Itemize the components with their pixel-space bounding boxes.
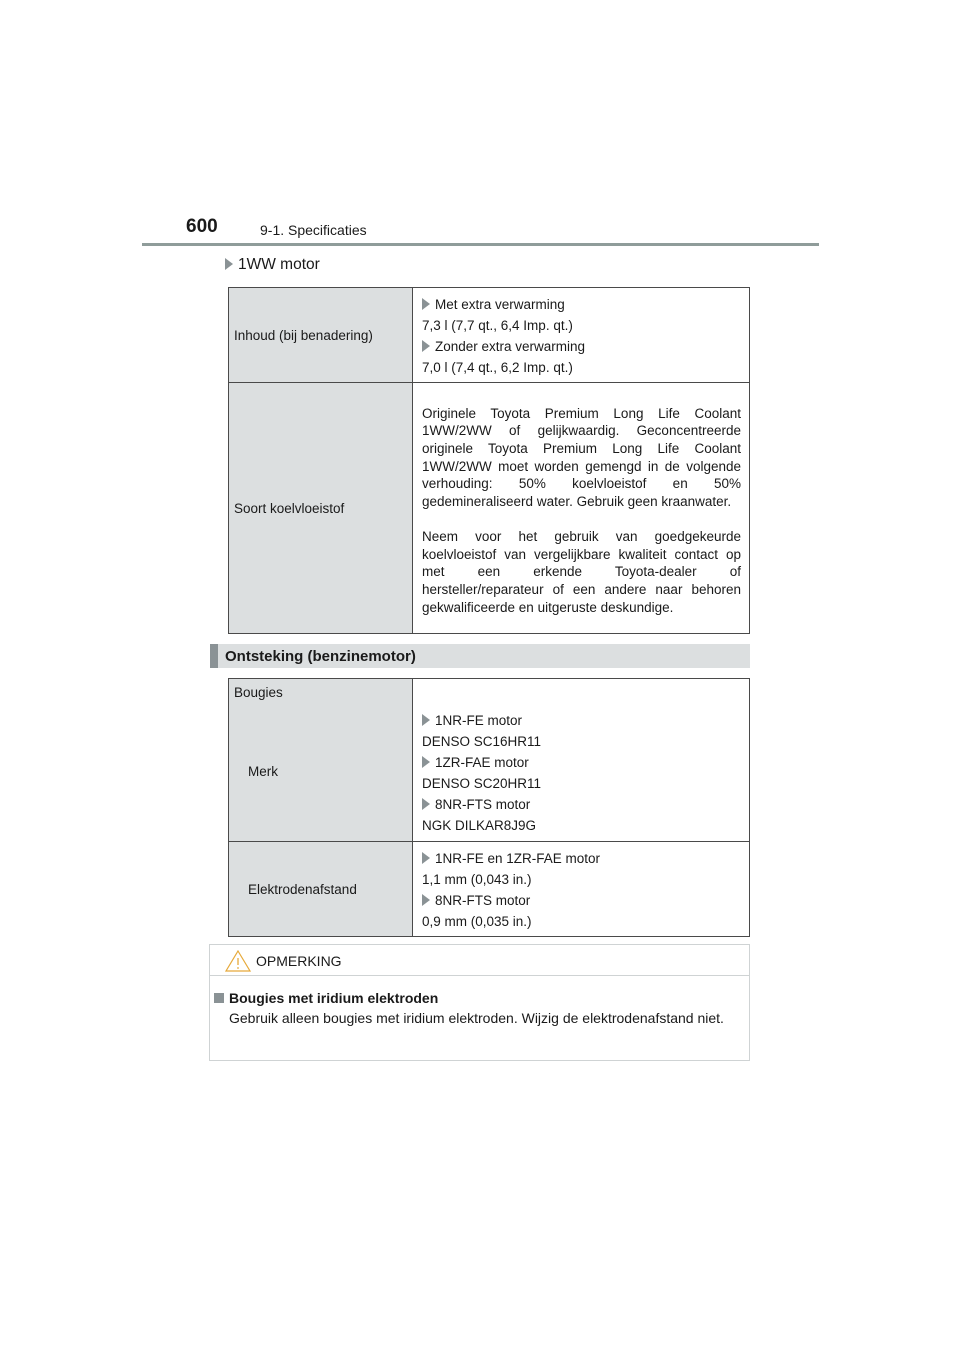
coolant-type-paragraph: Originele Toyota Premium Long Life Coolant 1WW/2WW of gelijkwaardig. Geconcentreerde originele Toyota Premium Long Life Coolant 1WW/2WW moet worden gemengd in de volgende verhouding: 50% koelvloeistof en 50% gedemineraliseerd water. Gebruik geen kraanwater.	[422, 405, 741, 509]
variant-heading	[422, 890, 741, 911]
coolant-advice-paragraph: Neem voor het gebruik van goedgekeurde koelvloeistof van vergelijkbare kwaliteit contact op met een erkende Toyota-dealer of hersteller/reparateur of een andere naar behoren gekwalificeerde en uitgeruste deskundige.	[422, 529, 741, 615]
value-text: 1NR-FE en 1ZR-FAE motor	[435, 851, 601, 866]
arrow-right-icon	[225, 258, 233, 270]
table-row	[229, 679, 750, 842]
spark-plugs-label: Bougies	[234, 685, 283, 700]
page-number: 600	[186, 216, 218, 237]
ignition-spec-table	[228, 678, 750, 937]
notice-item-title	[214, 990, 438, 1006]
coolant-type-values	[413, 383, 750, 634]
variant-heading	[422, 294, 741, 315]
arrow-right-icon	[422, 894, 430, 906]
table-row	[229, 383, 750, 634]
section-title: 9-1. Specificaties	[260, 222, 367, 238]
variant-heading	[422, 848, 741, 869]
engine-heading	[225, 256, 320, 274]
notice-item-title-text: Bougies met iridium elektroden	[229, 990, 439, 1006]
arrow-right-icon	[422, 298, 430, 310]
value-text: DENSO SC20HR11	[422, 776, 542, 791]
capacity-label: Inhoud (bij benadering)	[229, 288, 413, 383]
engine-heading-text: 1WW motor	[238, 256, 320, 273]
value-text: NGK DILKAR8J9G	[422, 818, 537, 833]
value-text: 7,0 l (7,4 qt., 6,2 Imp. qt.)	[422, 360, 573, 375]
arrow-right-icon	[422, 798, 430, 810]
coolant-spec-table	[228, 287, 750, 634]
notice-item-text: Gebruik alleen bougies met iridium elektroden. Wijzig de elektrodenafstand niet.	[229, 1010, 724, 1026]
variant-heading	[422, 710, 741, 731]
spec-value	[422, 357, 741, 378]
spark-plug-label-cell	[229, 679, 413, 842]
notice-header	[210, 945, 749, 976]
square-bullet-icon	[214, 993, 224, 1003]
value-text: 1ZR-FAE motor	[435, 755, 529, 770]
spec-value	[422, 315, 741, 336]
table-row	[229, 288, 750, 383]
value-text: 1NR-FE motor	[435, 713, 523, 728]
notice-heading: OPMERKING	[256, 953, 342, 969]
arrow-right-icon	[422, 852, 430, 864]
spec-value	[422, 869, 741, 890]
ignition-heading: Ontsteking (benzinemotor)	[210, 644, 750, 668]
notice-box	[209, 944, 750, 1061]
value-text: Met extra verwarming	[435, 297, 565, 312]
value-text: 8NR-FTS motor	[435, 797, 531, 812]
header-divider	[142, 243, 819, 246]
electrode-gap-values	[413, 842, 750, 937]
value-text: 8NR-FTS motor	[435, 893, 531, 908]
spec-value	[422, 911, 741, 932]
brand-label: Merk	[248, 764, 278, 779]
value-text: DENSO SC16HR11	[422, 734, 542, 749]
value-text: 0,9 mm (0,035 in.)	[422, 914, 532, 929]
warning-triangle-icon	[225, 950, 251, 972]
electrode-gap-label: Elektrodenafstand	[229, 842, 413, 937]
coolant-type-label: Soort koelvloeistof	[229, 383, 413, 634]
arrow-right-icon	[422, 756, 430, 768]
spec-value	[422, 731, 741, 752]
spec-value	[422, 815, 741, 836]
variant-heading	[422, 794, 741, 815]
spec-value	[422, 773, 741, 794]
arrow-right-icon	[422, 340, 430, 352]
value-text: 7,3 l (7,7 qt., 6,4 Imp. qt.)	[422, 318, 573, 333]
value-text: Zonder extra verwarming	[435, 339, 586, 354]
table-row	[229, 842, 750, 937]
value-text: 1,1 mm (0,043 in.)	[422, 872, 532, 887]
variant-heading	[422, 752, 741, 773]
brand-values	[413, 679, 750, 842]
capacity-values	[413, 288, 750, 383]
variant-heading	[422, 336, 741, 357]
arrow-right-icon	[422, 714, 430, 726]
